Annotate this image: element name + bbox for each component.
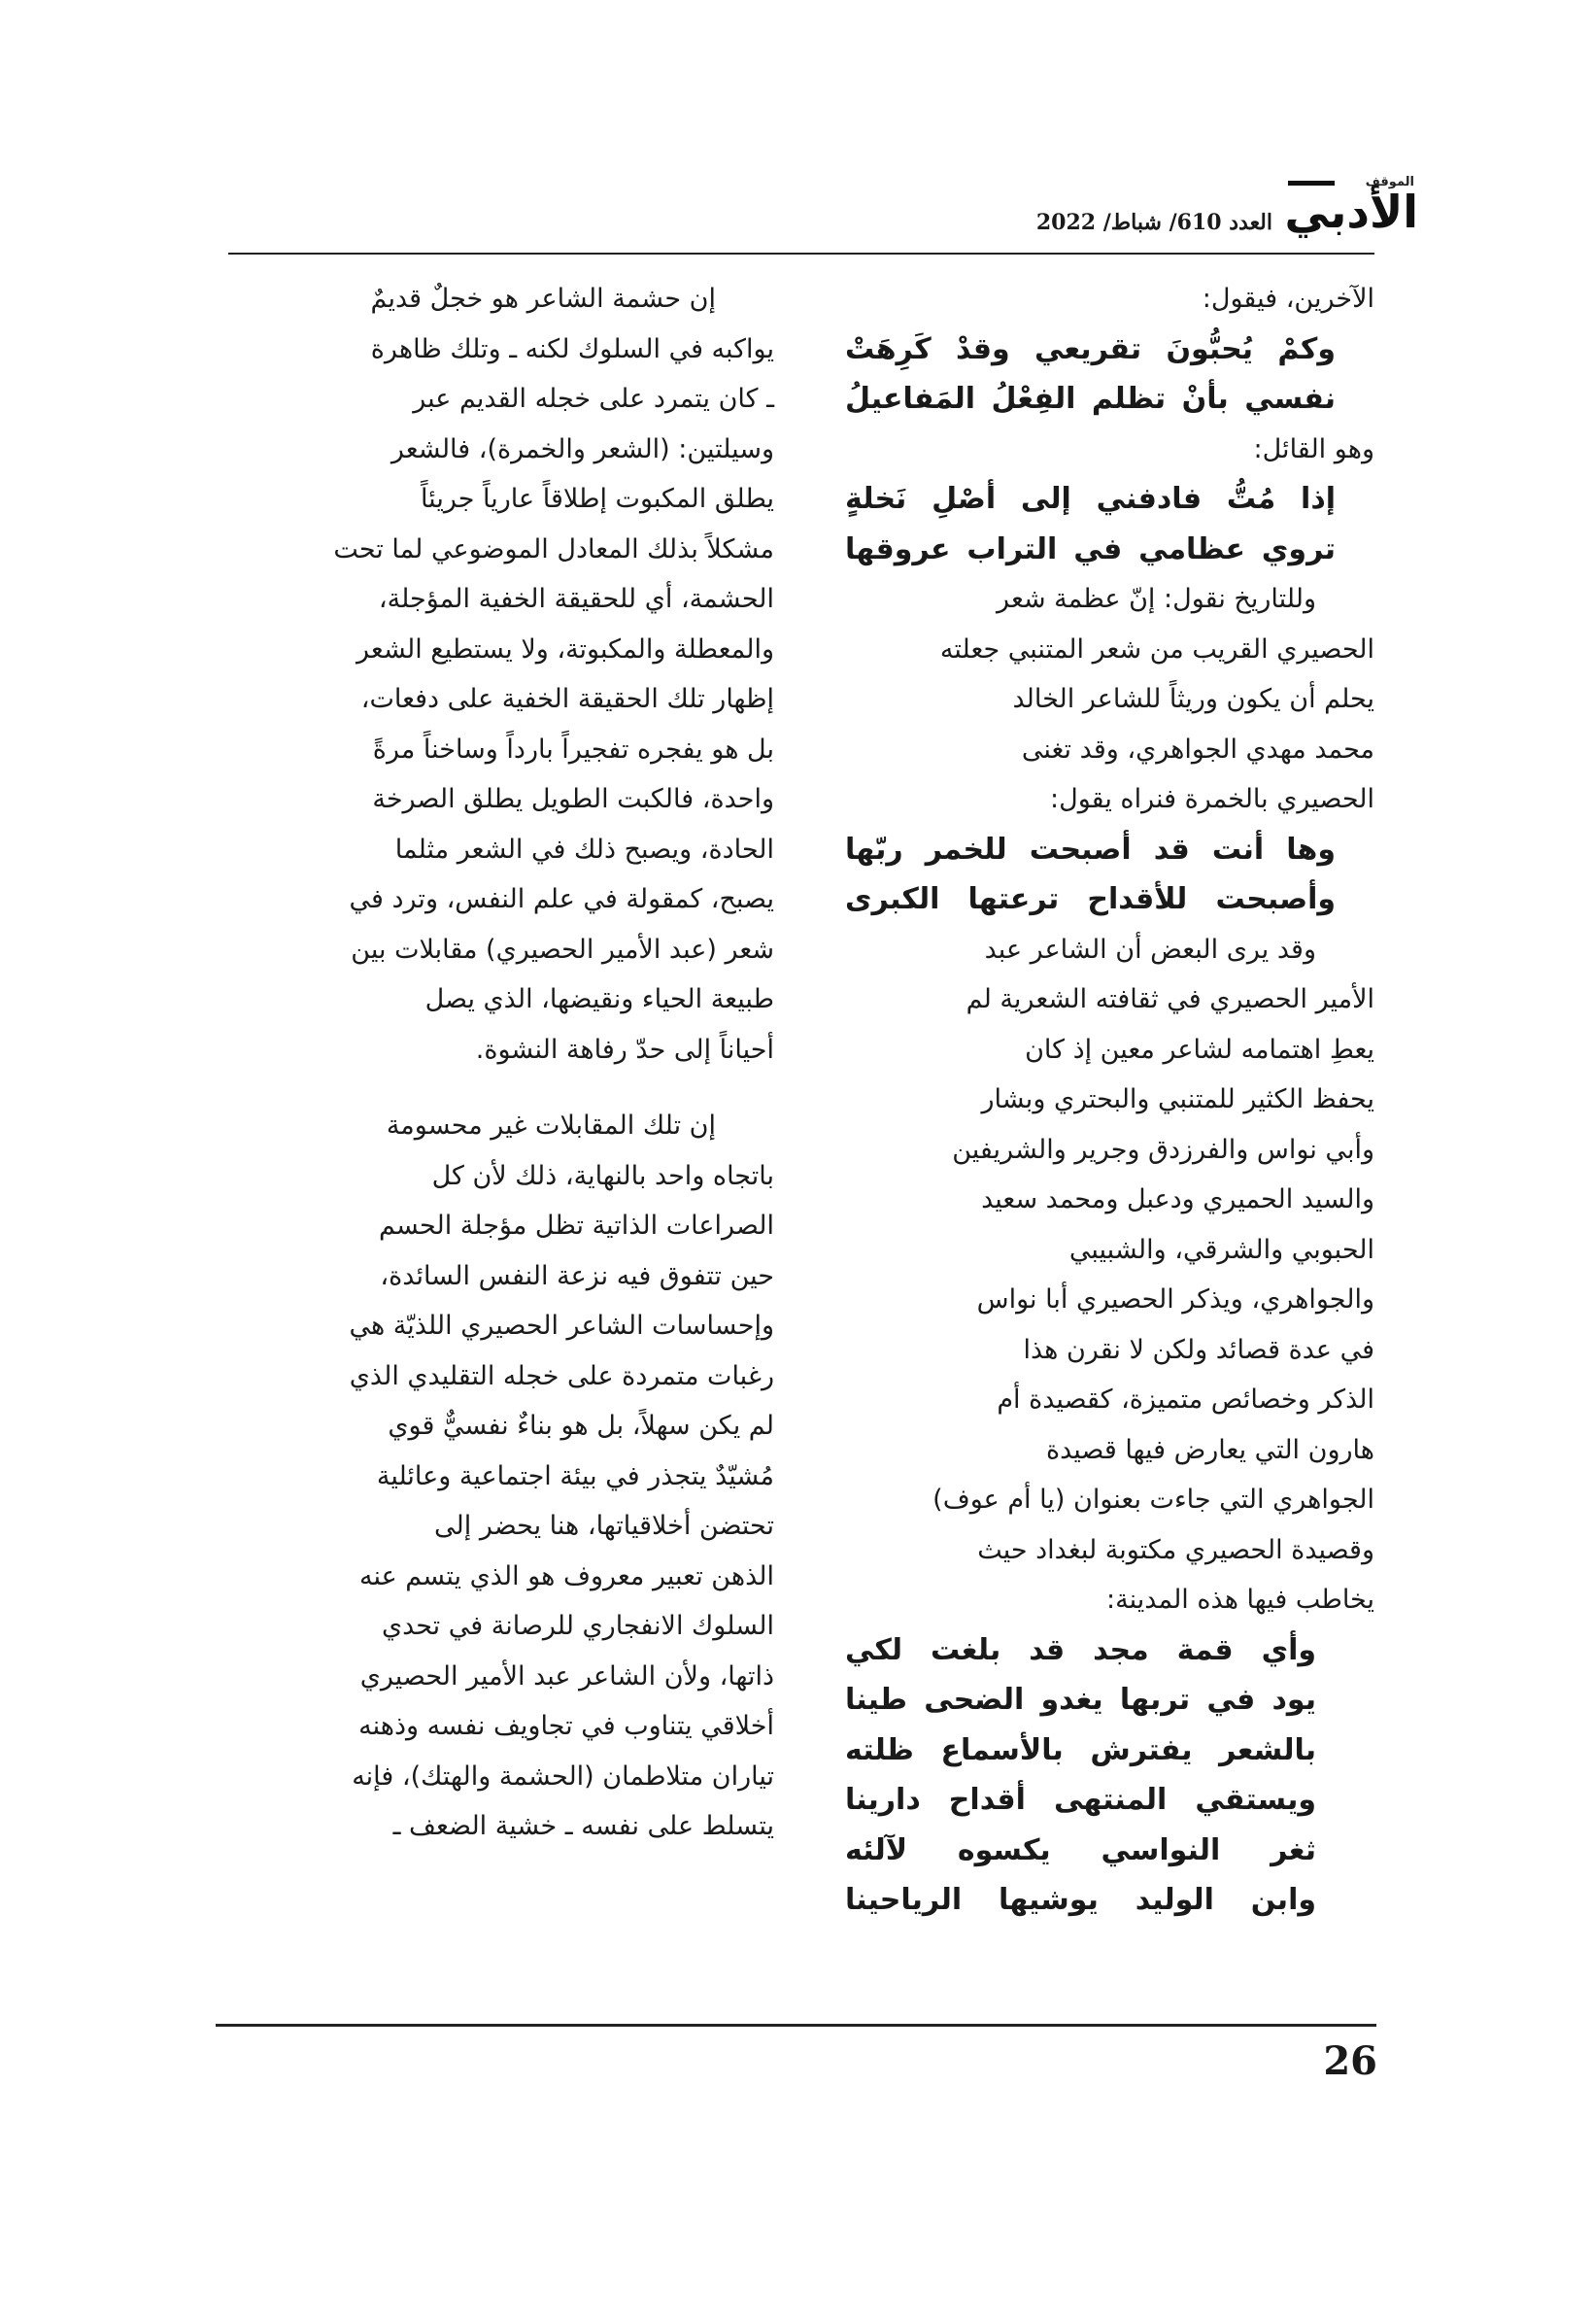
page-number: 26 [1323, 2038, 1377, 2084]
text-line: والمعطلة والمكبوتة، ولا يستطيع الشعر [356, 633, 774, 665]
text-line: وقصيدة الحصيري مكتوبة لبغداد حيث [977, 1534, 1374, 1565]
text-line: في عدة قصائد ولكن لا نقرن هذا [1023, 1334, 1374, 1365]
verse-line: يود في تربها يغدو الضحى طينا [845, 1683, 1316, 1717]
text-line: يحلم أن يكون وريثاً للشاعر الخالد [1012, 684, 1374, 714]
text-line: لم يكن سهلاً، بل هو بناءٌ نفسيٌّ قوي [388, 1411, 774, 1441]
text-line: واحدة، فالكبت الطويل يطلق الصرخة [372, 784, 774, 814]
text-line: شعر (عبد الأمير الحصيري) مقابلات بين [351, 934, 774, 965]
text-line: مشكلاً بذلك المعادل الموضوعي لما تحت [333, 533, 774, 564]
left-column [216, 274, 774, 1852]
text-line: الآخرين، فيقول: [1202, 284, 1374, 314]
verse-line: وأي قمة مجد قد بلغت لكي [845, 1632, 1316, 1667]
text-line: الحصيري بالخمرة فنراه يقول: [1050, 784, 1374, 814]
text-line: يصبح، كمقولة في علم النفس، وترد في [349, 884, 774, 914]
verse-line: وها أنت قد أصبحت للخمر ربّها [845, 832, 1336, 867]
text-line: إن تلك المقابلات غير محسومة [386, 1111, 716, 1141]
text-line: والسيد الحميري ودعبل ومحمد سعيد [981, 1184, 1374, 1214]
text-line: وللتاريخ نقول: إنّ عظمة شعر [997, 584, 1316, 614]
text-line: الذكر وخصائص متميزة، كقصيدة أم [997, 1384, 1374, 1415]
header-rule [228, 253, 1374, 255]
verse-line: تروي عظامي في التراب عروقها [845, 531, 1336, 566]
text-line: الصراعات الذاتية تظل مؤجلة الحسم [378, 1211, 774, 1241]
text-line: يواكبه في السلوك لكنه ـ وتلك ظاهرة [370, 333, 774, 364]
verse-line: ثغر النواسي يكسوه لآلئه [845, 1832, 1316, 1867]
footer-rule [216, 2024, 1376, 2027]
right-column [806, 274, 1374, 1926]
text-line: بل هو يفجره تفجيراً بارداً وساخناً مرةً [372, 734, 774, 765]
text-line: حين تتفوق فيه نزعة النفس السائدة، [380, 1260, 774, 1291]
text-line: هارون التي يعارض فيها قصيدة [1045, 1434, 1374, 1465]
text-line: تحتضن أخلاقياتها، هنا يحضر إلى [434, 1511, 774, 1541]
text-line: يعطِ اهتمامه لشاعر معين إذ كان [1025, 1034, 1374, 1065]
verse-line: إذا مُتُّ فادفني إلى أصْلِ نَخلةٍ [845, 482, 1336, 516]
verse-line: ويستقي المنتهى أقداح دارينا [845, 1783, 1316, 1817]
text-line: الأمير الحصيري في ثقافته الشعرية لم [966, 984, 1374, 1014]
verse-line: نفسي بأنْ تظلم الفِعْلُ المَفاعيلُ [845, 382, 1336, 416]
text-line: والجواهري، ويذكر الحصيري أبا نواس [976, 1284, 1374, 1315]
text-line: أحياناً إلى حدّ رفاهة النشوة. [475, 1034, 774, 1065]
text-line: إظهار تلك الحقيقة الخفية على دفعات، [360, 684, 774, 714]
text-line: ـ كان يتمرد على خجله القديم عبر [413, 384, 774, 414]
text-line: الذهن تعبير معروف هو الذي يتسم عنه [358, 1560, 774, 1591]
issue-info: العدد 610/ شباط/ 2022 [1035, 210, 1272, 235]
text-line: ذاتها، ولأن الشاعر عبد الأمير الحصيري [359, 1660, 774, 1692]
logo-small-text: الموقف [1365, 175, 1414, 189]
verse-line: بالشعر يفترش بالأسماع ظلته [845, 1732, 1316, 1767]
text-line: الحادة، ويصبح ذلك في الشعر مثلما [394, 834, 774, 865]
text-line: تياران متلاطمان (الحشمة والهتك)، فإنه [352, 1760, 774, 1792]
text-line: محمد مهدي الجواهري، وقد تغنى [1021, 734, 1374, 765]
verse-line: وأصبحت للأقداح ترعتها الكبرى [845, 882, 1336, 916]
text-line: أخلاقي يتناوب في تجاويف نفسه وذهنه [358, 1711, 774, 1741]
text-line: يحفظ الكثير للمتنبي والبحتري وبشار [981, 1084, 1374, 1114]
verse-line: وابن الوليد يوشيها الرياحينا [845, 1883, 1316, 1917]
text-line: باتجاه واحد بالنهاية، ذلك لأن كل [431, 1160, 774, 1191]
verse-line: وكمْ يُحبُّونَ تقريعي وقدْ كَرِهَتْ [845, 331, 1336, 366]
text-line: وأبي نواس والفرزدق وجرير والشريفين [952, 1134, 1374, 1165]
text-line: الجواهري التي جاءت بعنوان (يا أم عوف) [932, 1485, 1374, 1515]
text-line: إن حشمة الشاعر هو خجلٌ قديمٌ [370, 284, 716, 314]
text-line: رغبات متمردة على خجله التقليدي الذي [349, 1360, 774, 1391]
logo-big-text: الأدبي [1284, 186, 1418, 238]
text-line: وهو القائل: [1253, 433, 1374, 464]
text-line: وقد يرى البعض أن الشاعر عبد [984, 934, 1316, 965]
text-line: يطلق المكبوت إطلاقاً عارياً جريئاً [420, 484, 774, 514]
page-header [1010, 173, 1418, 241]
text-line: الحبوبي والشرقي، والشبيبي [1068, 1234, 1374, 1265]
text-line: مُشيّدٌ يتجذر في بيئة اجتماعية وعائلية [376, 1460, 774, 1491]
paragraph-gap [216, 1075, 774, 1101]
text-line: الحصيري القريب من شعر المتنبي جعلته [939, 633, 1374, 665]
magazine-logo [1284, 173, 1418, 241]
text-line: السلوك الانفجاري للرصانة في تحدي [381, 1611, 774, 1641]
text-line: يتسلط على نفسه ـ خشية الضعف ـ [392, 1811, 774, 1841]
text-line: طبيعة الحياء ونقيضها، الذي يصل [424, 984, 774, 1014]
text-line: وسيلتين: (الشعر والخمرة)، فالشعر [390, 433, 774, 464]
text-line: وإحساسات الشاعر الحصيري اللذيّة هي [349, 1311, 774, 1341]
text-line: يخاطب فيها هذه المدينة: [1106, 1585, 1374, 1615]
text-line: الحشمة، أي للحقيقة الخفية المؤجلة، [378, 584, 774, 614]
